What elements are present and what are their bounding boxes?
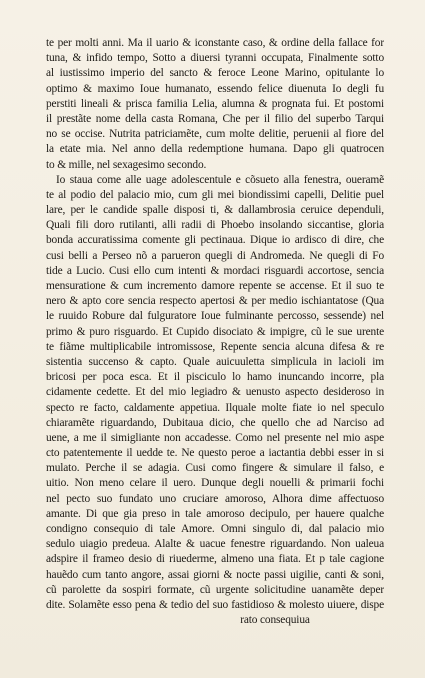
text-line: te per molti anni. Ma il uario & iconstante caso, & ordine della fallace for: [46, 37, 384, 49]
text-line: nero & apto core sencia respecto apertosi & per medio ischiantatose (Qua: [46, 295, 384, 308]
text-line: il prestãte nome della casta Romana, Che per il filio del superbo Tarqui: [46, 112, 384, 125]
text-line: Io staua come alle uage adolescentule e cõsueto alla fenestra, oueramẽ: [56, 173, 384, 186]
text-line: rato consequiua: [240, 614, 310, 627]
text-line: tuna, & infido tempo, Sotto a diuersi tyranni occupata, Finalmente sotto: [46, 52, 384, 65]
text-line: bonda accuratissima comente gli pectinaua. Dique io ardisco di dire, che: [46, 234, 384, 247]
text-line: Quali fili doro rutilanti, alli radii di Phoebo insolando siccantise, gloria: [46, 219, 384, 232]
text-line: bricosi per poca esca. Et il pisciculo lo hamo inuncando incorre, pla: [46, 371, 384, 384]
text-line: to & mille, nel sexagesimo secondo.: [46, 158, 207, 171]
text-line: sistentia succenso & capto. Quale auicuuletta simplicula in lacioli im: [46, 355, 384, 368]
body-text: [46, 36, 384, 628]
text-line: te fiãme multiplicabile intromissose, Repente sencia alcuna difesa & re: [46, 340, 384, 353]
text-line: adspire il frameo desio di riuederme, almeno una fiata. Et p tale cagione: [46, 553, 384, 566]
text-line: mulato. Perche il se adagia. Cusi como fingere & simulare il falso, e: [46, 462, 384, 475]
text-line: al iustissimo imperio del sancto & feroce Leone Marino, opitulante lo: [46, 67, 384, 80]
text-line: condigno consequio di tale Amore. Omni singulo di, dal palacio mio: [46, 523, 384, 535]
text-line: lare, per le candide spalle disposi ti, & dallambrosia ceruice dependuli,: [46, 204, 384, 217]
text-line: uitio. Non meno celare il uero. Dunque degli nouelli & primarii fochi: [46, 477, 384, 490]
text-line: amante. Di que gia preso in tale amoroso decipulo, per hauere qualche: [46, 507, 384, 520]
text-line: te al podio del palacio mio, cum gli mei biondissimi capelli, Delitie puel: [46, 188, 384, 201]
text-line: la etate mia. Nel anno della redemptione humana. Dapo gli quatrocen: [46, 143, 384, 156]
text-line: primo & puro risguardo. Et Cupido disociato & impigre, cũ le sue urente: [46, 325, 384, 338]
text-line: sedulo uiagio predeua. Alalte & uacue fenestre riguardando. Non ualeua: [46, 538, 384, 551]
text-line: cusi belli a Perseo nõ a parueron quegli di Andromeda. Ne quegli di Fo: [46, 249, 384, 262]
text-line: optimo & maximo Ioue humanato, essendo felice diuenuta Io degli fu: [46, 82, 384, 95]
text-line: perstiti lineali & prisca familia Lelia, alumna & prognata fui. Et postomi: [46, 97, 384, 110]
text-line: mensuratione & cum incremento damore repente se accense. Et il suo te: [46, 280, 384, 292]
text-line: cũ parolette da sospiri formate, cũ urgente solicitudine uanamẽte deper: [46, 583, 384, 596]
text-line: cto patentemente il uedde te. Ne questo peroe a iactantia debbi esser in si: [46, 447, 384, 460]
text-line: cidamente cedette. Et del mio legiadro & uenusto aspecto desideroso in: [46, 386, 384, 399]
text-line: no se occise. Nutrita patriciamẽte, cum molte delitie, peruenii al fiore del: [46, 128, 384, 141]
text-line: dite. Solamẽte esso pena & tedio del suo fastidioso & molesto uiuere, dispe: [46, 598, 384, 611]
text-line: tide a Lucio. Cusi ello cum intenti & mordaci risguardi accortose, sencia: [46, 264, 384, 277]
text-line: hauẽdo cum tanto angore, assai giorni & nocte passi uigilie, canti & soni,: [46, 568, 384, 581]
text-line: uene, a me il simigliante non accadesse. Como nel presente nel mio aspe: [46, 431, 384, 444]
text-line: specto re facto, caldamente appetiua. Ilquale molte fiate io nel speculo: [46, 401, 384, 414]
text-line: le ruuido Robure dal fulguratore Ioue fulminante percosso, sessende) nel: [46, 310, 384, 323]
text-line: nel pecto suo fundato uno cruciare amoroso, Alhora dime affectuoso: [46, 492, 384, 505]
text-line: chiaramẽte riguardando, Dubitaua dicio, che quello che ad Narciso ad: [46, 416, 384, 429]
